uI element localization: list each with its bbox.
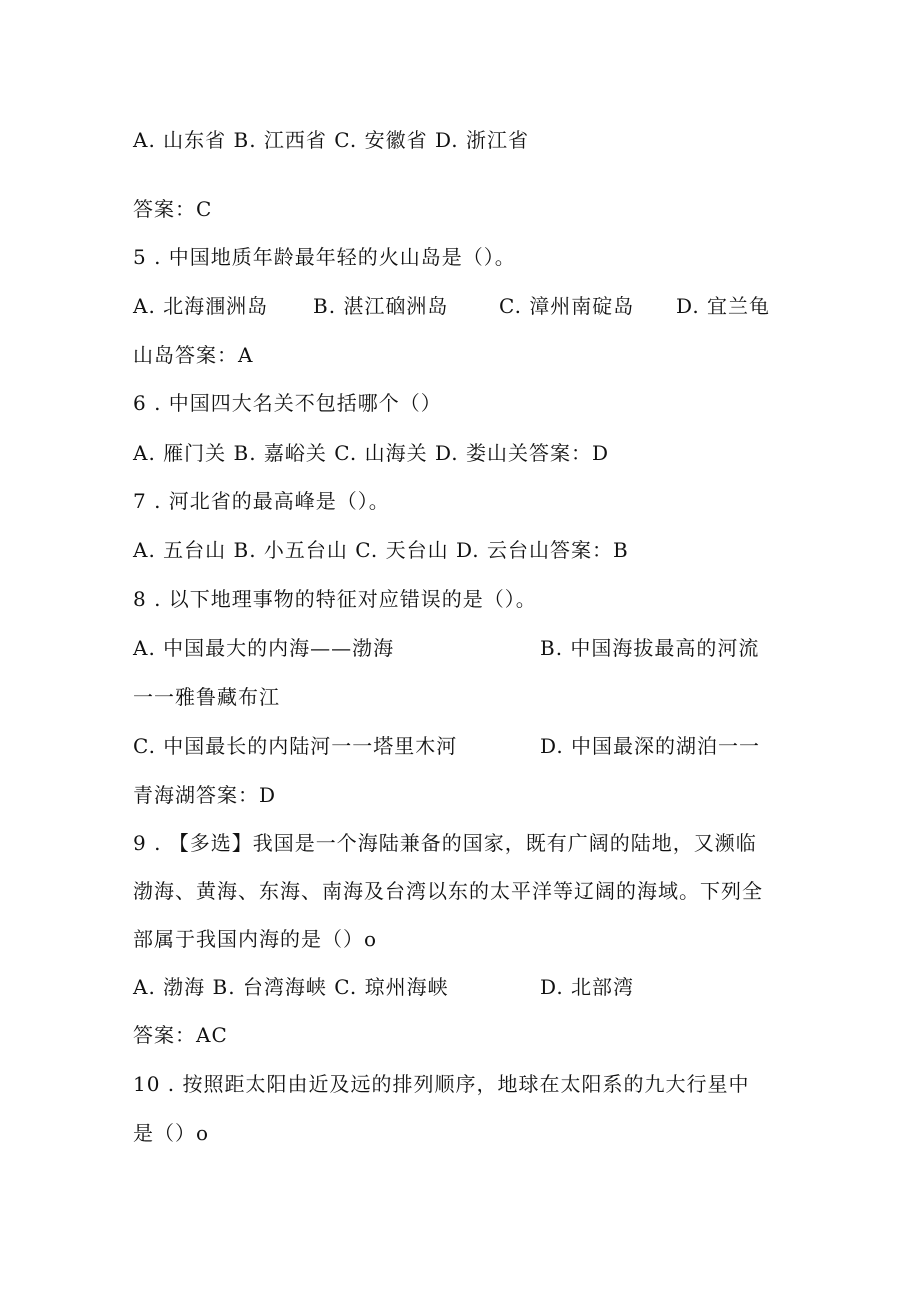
q8-option-d: D. 中国最深的湖泊一一 xyxy=(540,734,761,758)
q8-option-c: C. 中国最长的内陆河一一塔里木河 xyxy=(133,734,458,758)
q4-answer: 答案：C xyxy=(133,197,213,221)
q5-option-a: A. 北海涠洲岛 xyxy=(133,294,269,318)
q9-question-line2: 渤海、黄海、东海、南海及台湾以东的太平洋等辽阔的海域。下列全 xyxy=(133,879,763,903)
q9-question-line1: 9 . 【多选】我国是一个海陆兼备的国家，既有广阔的陆地，又濒临 xyxy=(133,831,757,855)
q8-option-b: B. 中国海拔最高的河流 xyxy=(540,636,760,660)
q10-question-line2: 是（）o xyxy=(133,1121,210,1145)
q8-answer: 青海湖答案：D xyxy=(133,783,277,807)
q9-option-d: D. 北部湾 xyxy=(540,975,635,999)
q7-options-answer: A. 五台山 B. 小五台山 C. 天台山 D. 云台山答案：B xyxy=(133,538,629,562)
q5-answer: 山岛答案：A xyxy=(133,343,254,367)
q9-question-line3: 部属于我国内海的是（）o xyxy=(133,927,378,951)
q8-option-b-cont: 一一雅鲁藏布江 xyxy=(133,685,280,709)
q9-answer: 答案：AC xyxy=(133,1023,228,1047)
q8-option-a: A. 中国最大的内海——渤海 xyxy=(133,636,395,660)
q9-options-abc: A. 渤海 B. 台湾海峡 C. 琼州海峡 xyxy=(133,975,449,999)
q6-question: 6 . 中国四大名关不包括哪个（） xyxy=(133,391,442,415)
q5-option-c: C. 漳州南碇岛 xyxy=(499,294,635,318)
q4-options: A. 山东省 B. 江西省 C. 安徽省 D. 浙江省 xyxy=(133,128,529,152)
q8-question: 8 . 以下地理事物的特征对应错误的是（）。 xyxy=(133,587,537,611)
q5-option-d: D. 宜兰龟 xyxy=(676,294,771,318)
q6-options-answer: A. 雁门关 B. 嘉峪关 C. 山海关 D. 娄山关答案：D xyxy=(133,441,610,465)
q5-option-b: B. 湛江硇洲岛 xyxy=(313,294,449,318)
q5-question: 5 . 中国地质年龄最年轻的火山岛是（）。 xyxy=(133,245,516,269)
q10-question-line1: 10 . 按照距太阳由近及远的排列顺序，地球在太阳系的九大行星中 xyxy=(133,1072,750,1096)
q7-question: 7 . 河北省的最高峰是（）。 xyxy=(133,489,390,513)
